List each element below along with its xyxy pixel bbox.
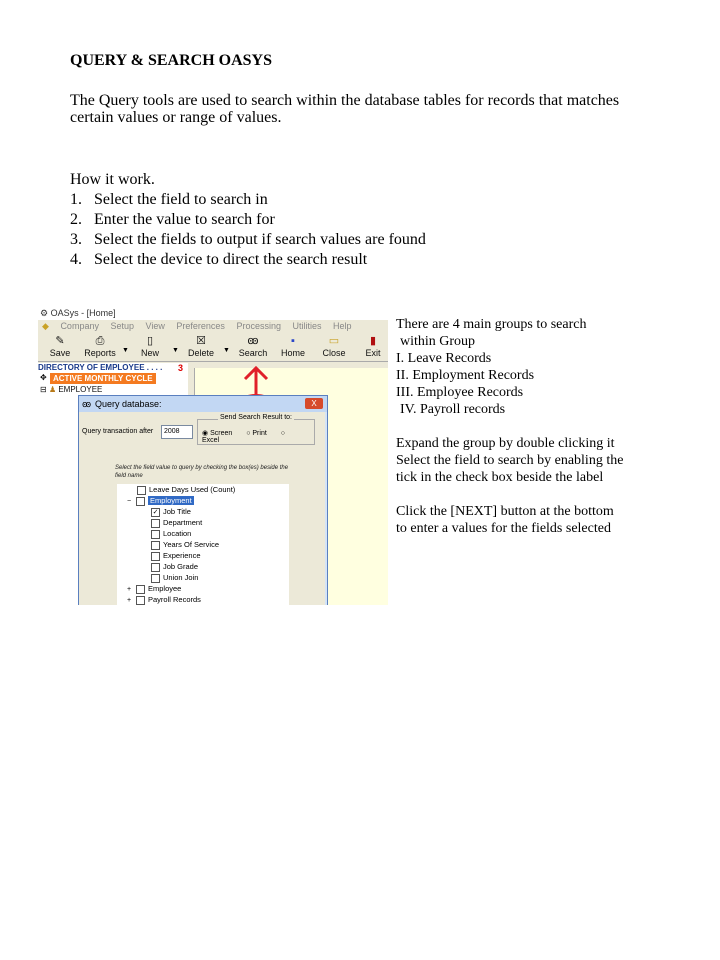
tree-item-union-join[interactable]: Union Join — [151, 572, 198, 583]
query-database-dialog — [78, 395, 328, 605]
tree-item-job-grade[interactable]: Job Grade — [151, 561, 198, 572]
collapse-icon[interactable]: ⊟ — [40, 385, 49, 394]
app-title-bar: ⚙ OASys - [Home] — [38, 307, 388, 320]
side-line: Click the [NEXT] button at the bottom — [396, 504, 614, 519]
dialog-title-bar: ꙭ Query database: X — [79, 396, 327, 412]
query-transaction-label: Query transaction after — [82, 428, 154, 435]
group-item: I. Leave Records — [396, 351, 492, 366]
directory-count: 3 — [178, 363, 184, 373]
menu-help[interactable]: Help — [333, 321, 352, 331]
side-line: There are 4 main groups to search — [396, 317, 587, 332]
tree-item-job-title[interactable]: ✓ Job Title — [152, 507, 191, 516]
save-button[interactable]: ✎ Save — [40, 335, 80, 358]
checkbox[interactable] — [151, 574, 160, 583]
tree-item-experience[interactable]: Experience — [151, 550, 201, 561]
close-button[interactable]: ▭ Close — [314, 335, 354, 358]
menu-preferences[interactable]: Preferences — [176, 321, 225, 331]
intro-line-1: The Query tools are used to search within the database tables for records that matches — [70, 92, 620, 109]
people-icon: ♟ — [48, 385, 59, 394]
checkbox[interactable] — [151, 519, 160, 528]
query-year-input[interactable]: 2008 — [161, 425, 193, 439]
menu-company[interactable]: Company — [60, 321, 99, 331]
radio-excel[interactable]: ○ Excel — [202, 430, 285, 444]
chevron-down-icon[interactable]: ▼ — [122, 347, 129, 354]
send-result-group — [197, 414, 315, 445]
checkbox[interactable] — [151, 563, 160, 572]
menu-view[interactable]: View — [145, 321, 165, 331]
radio-screen[interactable]: ◉ Screen — [202, 430, 233, 437]
checkbox[interactable] — [136, 497, 145, 506]
exit-button[interactable]: ▮ Exit — [353, 335, 388, 358]
side-line: within Group — [400, 334, 476, 349]
tree-item-location[interactable]: Location — [151, 528, 191, 539]
side-line: Select the field to search by enabling the — [396, 453, 624, 468]
dialog-close-button[interactable]: X — [305, 398, 323, 409]
menu-setup[interactable]: Setup — [110, 321, 135, 331]
app-toolbar — [38, 333, 388, 362]
tree-item-leave-days[interactable]: Leave Days Used (Count) — [137, 484, 235, 495]
group-item: III. Employee Records — [396, 385, 524, 400]
step-item: 4. Select the device to direct the search result — [70, 251, 368, 268]
chevron-down-icon[interactable]: ▼ — [172, 347, 179, 354]
send-result-options — [202, 429, 314, 444]
tree-item-employee[interactable]: + Employee — [127, 584, 182, 593]
employee-node[interactable]: ⊟ ♟ EMPLOYEE — [40, 385, 103, 394]
tree-item-years-of-service[interactable]: Years Of Service — [151, 539, 219, 550]
delete-button[interactable]: ☒ Delete — [181, 335, 221, 358]
chevron-down-icon[interactable]: ▼ — [223, 347, 230, 354]
app-logo-icon: ⚙ — [40, 308, 51, 318]
checkbox[interactable] — [136, 585, 145, 594]
search-button[interactable]: ꙭ Search — [233, 335, 273, 358]
expand-icon[interactable]: + — [127, 597, 132, 604]
new-document-icon: ▯ — [146, 335, 154, 347]
delete-icon: ☒ — [196, 335, 206, 347]
checkbox[interactable] — [151, 541, 160, 550]
checkbox[interactable] — [151, 530, 160, 539]
checkbox[interactable] — [136, 596, 145, 605]
group-item: II. Employment Records — [396, 368, 535, 383]
steps-list — [70, 190, 426, 270]
save-icon: ✎ — [55, 335, 65, 347]
side-line: to enter a values for the fields selected — [396, 521, 611, 536]
intro-paragraph — [70, 92, 670, 126]
explanation-text — [396, 316, 696, 537]
tree-item-department[interactable]: Department — [151, 517, 202, 528]
checkbox-checked[interactable]: ✓ — [152, 508, 159, 516]
app-menu-bar — [38, 320, 388, 333]
radio-print[interactable]: ○ Print — [246, 430, 267, 437]
field-tree — [117, 484, 289, 605]
expand-icon[interactable]: + — [127, 586, 132, 593]
printer-icon: ⎙ — [95, 335, 105, 347]
side-line: Expand the group by double clicking it — [396, 436, 615, 451]
monitor-icon: ▪ — [291, 335, 295, 347]
checkbox[interactable] — [151, 552, 160, 561]
dialog-instruction: Select the field value to query by checking the box(es) beside the field name — [115, 465, 289, 479]
collapse-icon[interactable]: − — [127, 498, 132, 505]
tree-item-employment[interactable]: − Employment — [127, 496, 192, 505]
send-result-title: Send Search Result to: — [220, 414, 292, 421]
menu-icon: ◆ — [42, 321, 49, 331]
binoculars-icon: ꙭ — [247, 335, 259, 347]
exit-icon: ▮ — [369, 335, 377, 347]
active-monthly-cycle[interactable]: ACTIVE MONTHLY CYCLE — [50, 373, 156, 384]
step-item: 1. Select the field to search in — [70, 191, 268, 208]
step-item: 2. Enter the value to search for — [70, 211, 275, 228]
group-item: IV. Payroll records — [400, 402, 506, 417]
app-screenshot — [38, 307, 388, 605]
home-button[interactable]: ▪ Home — [273, 335, 313, 358]
directory-header: DIRECTORY OF EMPLOYEE . . . . — [38, 363, 188, 373]
step-item: 3. Select the fields to output if search values are found — [70, 231, 426, 248]
side-line: tick in the check box beside the label — [396, 470, 604, 485]
folder-icon: ▭ — [328, 335, 340, 347]
checkbox[interactable] — [137, 486, 146, 495]
binoculars-icon: ꙭ — [82, 399, 92, 409]
intro-line-2: certain values or range of values. — [70, 109, 282, 126]
menu-utilities[interactable]: Utilities — [292, 321, 322, 331]
menu-processing[interactable]: Processing — [236, 321, 281, 331]
dialog-body — [79, 412, 325, 605]
new-button[interactable]: ▯ New — [130, 335, 170, 358]
document-heading: QUERY & SEARCH OASYS — [70, 52, 272, 69]
how-it-works-heading: How it work. — [70, 171, 155, 188]
node-icon: ✥ — [40, 373, 47, 382]
reports-button[interactable]: ⎙ Reports — [80, 335, 120, 358]
tree-item-payroll-records[interactable]: + Payroll Records — [127, 595, 201, 604]
